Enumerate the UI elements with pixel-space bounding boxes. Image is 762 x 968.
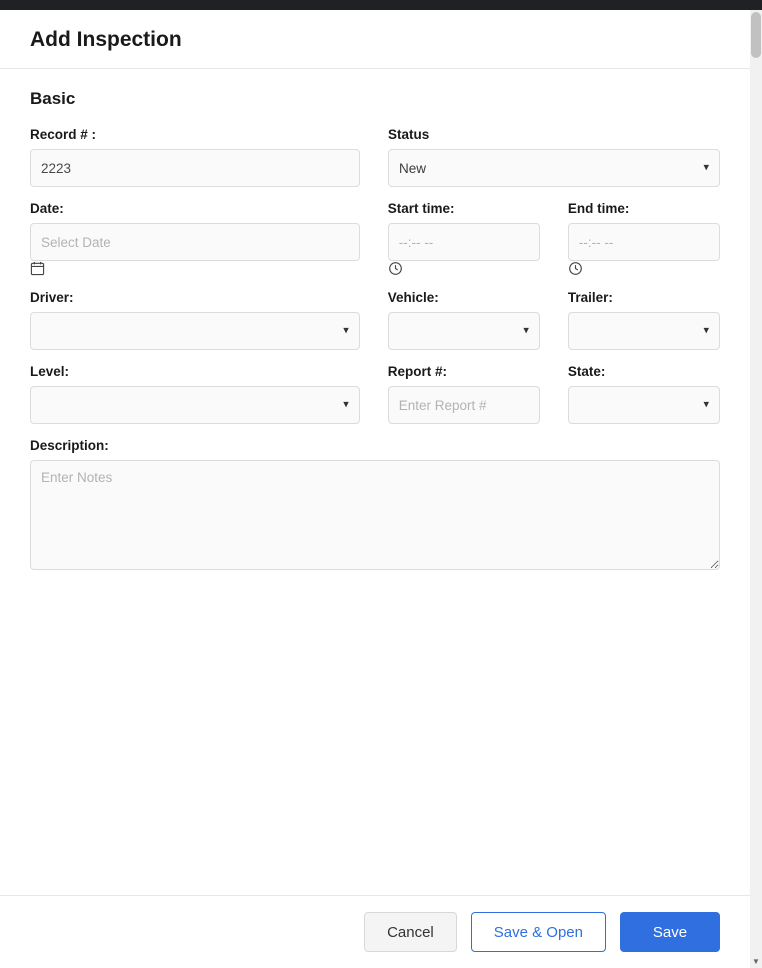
status-select-wrapper (388, 149, 720, 187)
chevron-down-icon: ▾ (523, 324, 529, 337)
field-record (30, 127, 360, 187)
start-time-input[interactable] (388, 223, 540, 261)
level-select-wrapper (30, 386, 360, 424)
driver-select[interactable] (30, 312, 360, 350)
dialog-footer (0, 895, 750, 968)
field-driver (30, 290, 360, 350)
scrollbar-thumb[interactable] (751, 12, 761, 58)
end-time-input[interactable] (568, 223, 720, 261)
field-description (30, 438, 720, 575)
chevron-down-icon: ▾ (703, 398, 710, 411)
field-label-description: Description: (30, 438, 109, 453)
trailer-select[interactable] (568, 312, 720, 350)
status-select[interactable] (388, 149, 720, 187)
report-number-input[interactable] (388, 386, 540, 424)
dialog-body (0, 69, 750, 895)
cancel-button[interactable]: Cancel (364, 912, 457, 952)
field-start-time (388, 201, 540, 276)
field-label-level: Level: (30, 364, 70, 379)
field-date (30, 201, 360, 276)
vehicle-select-wrapper (388, 312, 540, 350)
field-vehicle (388, 290, 540, 350)
dialog-header (0, 10, 750, 69)
section-title-basic: Basic (30, 89, 76, 108)
calendar-icon[interactable] (30, 261, 360, 276)
page-title: Add Inspection (30, 28, 182, 51)
state-select-wrapper (568, 386, 720, 424)
field-end-time (568, 201, 720, 276)
date-input-wrapper (30, 223, 360, 276)
field-trailer (568, 290, 720, 350)
page-scrollbar[interactable] (750, 10, 762, 968)
browser-chrome-strip (0, 0, 762, 10)
field-label-record: Record # : (30, 127, 97, 142)
field-label-end-time: End time: (567, 201, 630, 216)
form-row-4 (30, 364, 720, 424)
field-label-start-time: Start time: (387, 201, 455, 216)
scroll-down-arrow-icon[interactable]: ▼ (752, 957, 760, 966)
date-input[interactable] (30, 223, 360, 261)
chevron-down-icon: ▾ (703, 324, 710, 337)
field-status (388, 127, 720, 187)
field-label-date: Date: (30, 201, 64, 216)
chevron-down-icon: ▾ (343, 398, 349, 411)
save-and-open-button[interactable]: Save & Open (471, 912, 606, 952)
form-row-3 (30, 290, 720, 350)
field-label-report: Report #: (387, 364, 448, 379)
add-inspection-dialog (0, 10, 750, 968)
field-label-trailer: Trailer: (567, 290, 613, 305)
record-number-input[interactable] (30, 149, 360, 187)
chevron-down-icon: ▾ (343, 324, 349, 337)
field-label-vehicle: Vehicle: (387, 290, 439, 305)
field-report (388, 364, 540, 424)
save-button[interactable]: Save (620, 912, 720, 952)
vehicle-select[interactable] (388, 312, 540, 350)
clock-icon[interactable] (568, 261, 720, 276)
trailer-select-wrapper (568, 312, 720, 350)
end-time-wrapper (568, 223, 720, 276)
state-select[interactable] (568, 386, 720, 424)
field-label-driver: Driver: (30, 290, 74, 305)
form-row-2 (30, 201, 720, 276)
field-label-state: State: (567, 364, 606, 379)
field-level (30, 364, 360, 424)
form-row-1 (30, 127, 720, 187)
driver-select-wrapper (30, 312, 360, 350)
field-state (568, 364, 720, 424)
chevron-down-icon: ▾ (703, 161, 709, 174)
clock-icon[interactable] (388, 261, 540, 276)
field-label-status: Status (388, 127, 430, 142)
level-select[interactable] (30, 386, 360, 424)
description-textarea[interactable] (30, 460, 720, 570)
form-row-5 (30, 438, 720, 575)
start-time-wrapper (388, 223, 540, 276)
